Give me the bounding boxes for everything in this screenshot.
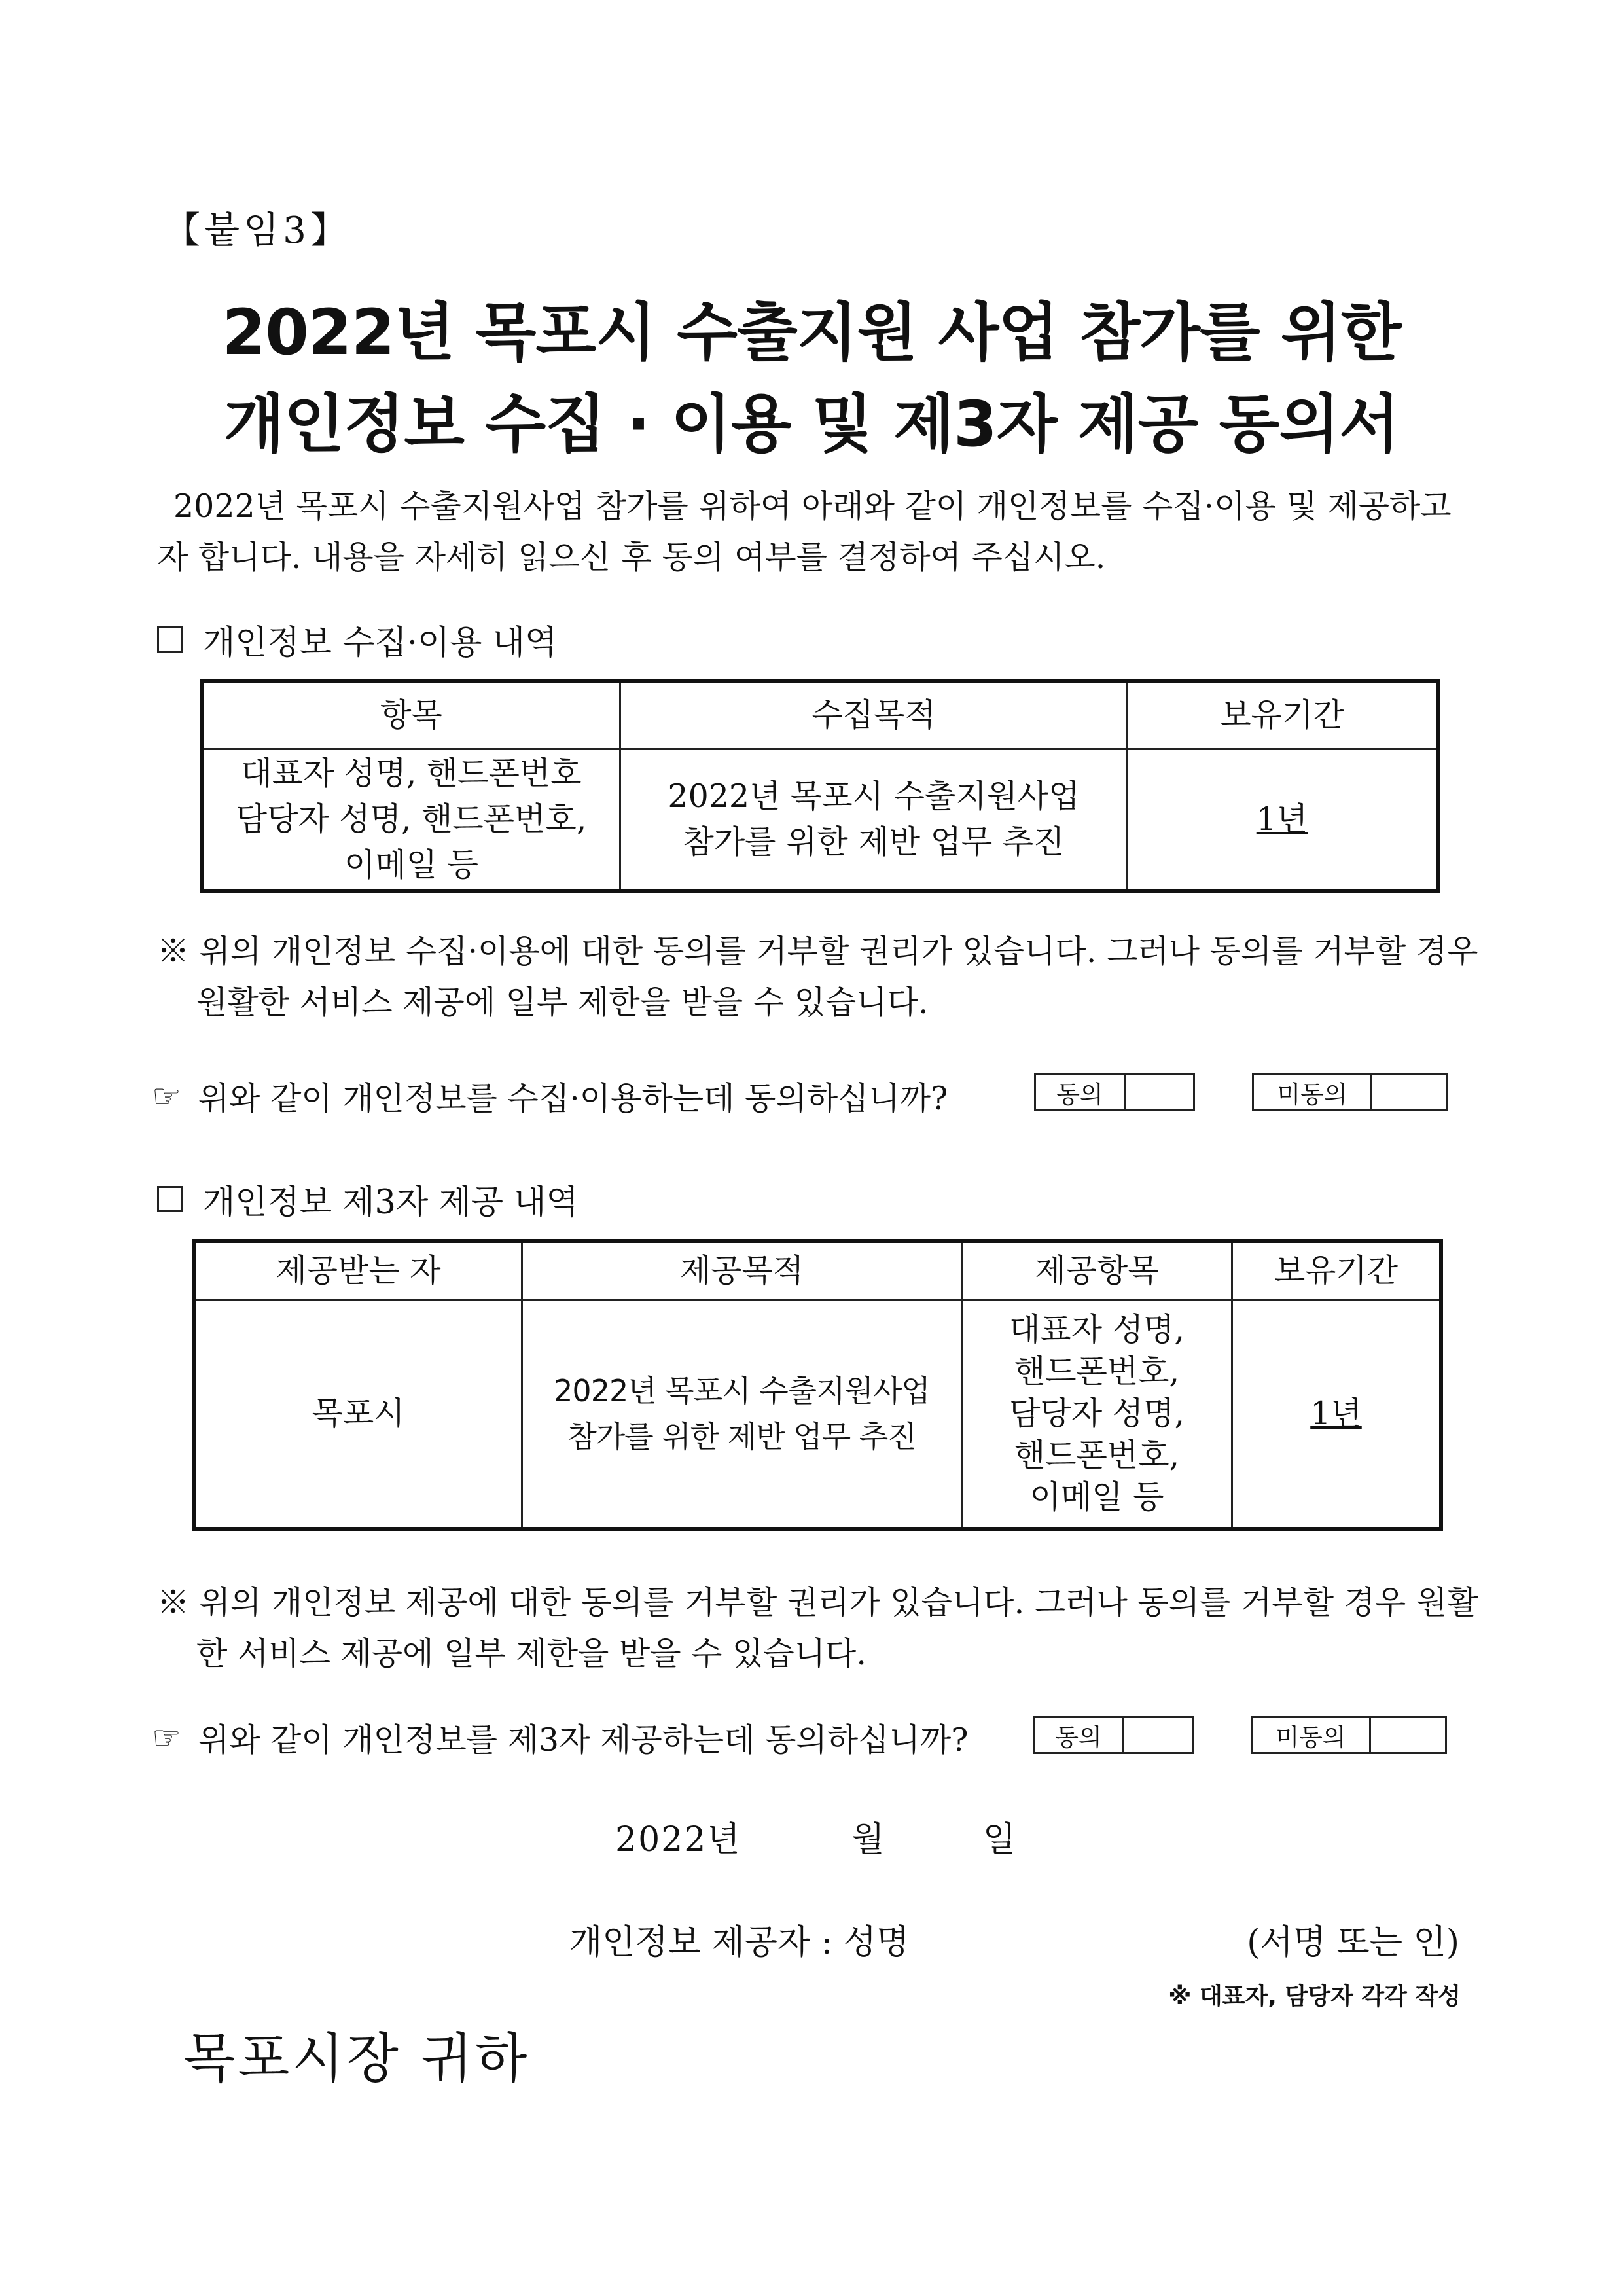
provider-line (569, 1914, 1459, 1964)
question-text: 위와 같이 개인정보를 제3자 제공하는데 동의하십니까? (198, 1721, 969, 1759)
collected-items-cell (202, 749, 620, 891)
date-year: 2022년 (615, 1820, 741, 1859)
item-line: 이메일 등 (344, 846, 478, 884)
date-month: 월 (851, 1820, 886, 1859)
section2-disagree-checkbox[interactable] (1251, 1716, 1447, 1754)
purpose-line: 참가를 위한 제반 업무 추진 (567, 1419, 916, 1455)
section1-question (152, 1073, 948, 1119)
section-bullet-icon (157, 1186, 183, 1212)
section1-heading (157, 615, 557, 664)
item-line: 담당자 성명, (1009, 1395, 1185, 1433)
section1-note (157, 926, 1505, 1028)
purpose-line: 2022년 목포시 수출지원사업 (668, 777, 1080, 815)
note-mark: ※ (157, 933, 190, 970)
agree-input-cell[interactable] (1126, 1075, 1193, 1109)
item-line: 담당자 성명, 핸드폰번호, (236, 800, 587, 838)
col-header-period: 보유기간 (1232, 1241, 1442, 1300)
note-mark: ※ (157, 1584, 190, 1621)
item-line: 핸드폰번호, (1014, 1353, 1180, 1391)
note-text: 위의 개인정보 수집·이용에 대한 동의를 거부할 권리가 있습니다. 그러나 동의를 거부할 경우 원활한 서비스 제공에 일부 제한을 받을 수 있습니다. (196, 933, 1478, 1021)
disagree-input-cell[interactable] (1372, 1075, 1446, 1109)
col-header-period: 보유기간 (1128, 681, 1438, 749)
retention-period: 1년 (1310, 1395, 1362, 1433)
pointing-hand-icon: ☞ (152, 1077, 181, 1115)
collection-purpose-cell (620, 749, 1128, 891)
disagree-label: 미동의 (1254, 1075, 1372, 1109)
document-title-line1: 2022년 목포시 수출지원 사업 참가를 위한 (222, 296, 1401, 369)
footnote: ※ 대표자, 담당자 각각 작성 (1168, 1983, 1461, 2010)
addressee: 목포시장 귀하 (183, 2028, 530, 2090)
table-row (194, 1300, 1441, 1529)
agree-label: 동의 (1036, 1075, 1126, 1109)
provided-items-cell (962, 1300, 1232, 1529)
provider-label: 개인정보 제공자 : 성명 (569, 1923, 910, 1962)
provision-purpose-cell (522, 1300, 962, 1529)
section2-agree-checkbox[interactable] (1033, 1716, 1194, 1754)
signature-field[interactable]: (서명 또는 인) (1247, 1923, 1459, 1962)
disagree-input-cell[interactable] (1371, 1718, 1445, 1752)
item-line: 대표자 성명, (1009, 1311, 1185, 1349)
attachment-label: 【붙임3】 (164, 209, 351, 252)
item-line: 핸드폰번호, (1014, 1437, 1180, 1475)
third-party-table (192, 1239, 1443, 1531)
col-header-recipient: 제공받는 자 (194, 1241, 522, 1300)
section-bullet-icon (157, 626, 183, 653)
collection-table (200, 679, 1440, 893)
col-header-purpose: 제공목적 (522, 1241, 962, 1300)
disagree-label: 미동의 (1253, 1718, 1371, 1752)
col-header-items: 제공항목 (962, 1241, 1232, 1300)
date-day: 일 (982, 1820, 1018, 1859)
question-text: 위와 같이 개인정보를 수집·이용하는데 동의하십니까? (198, 1080, 948, 1117)
section1-heading-text: 개인정보 수집·이용 내역 (203, 624, 558, 662)
purpose-line: 2022년 목포시 수출지원사업 (554, 1373, 930, 1409)
col-header-purpose: 수집목적 (620, 681, 1128, 749)
section2-note (157, 1577, 1505, 1679)
agree-input-cell[interactable] (1124, 1718, 1192, 1752)
purpose-line: 참가를 위한 제반 업무 추진 (683, 823, 1065, 861)
item-line: 이메일 등 (1029, 1479, 1164, 1516)
note-text: 위의 개인정보 제공에 대한 동의를 거부할 권리가 있습니다. 그러나 동의를 거부할 경우 원활한 서비스 제공에 일부 제한을 받을 수 있습니다. (196, 1584, 1478, 1672)
recipient-cell: 목포시 (194, 1300, 522, 1529)
item-line: 대표자 성명, 핸드폰번호 (241, 754, 582, 792)
agree-label: 동의 (1035, 1718, 1124, 1752)
section2-heading (157, 1175, 579, 1223)
retention-period-cell (1128, 749, 1438, 891)
col-header-items: 항목 (202, 681, 620, 749)
pointing-hand-icon: ☞ (152, 1719, 181, 1757)
section1-agree-checkbox[interactable] (1034, 1073, 1195, 1111)
retention-period: 1년 (1256, 800, 1308, 838)
table-row (202, 749, 1438, 891)
intro-paragraph: 2022년 목포시 수출지원사업 참가를 위하여 아래와 같이 개인정보를 수집·이용 및 제공하고자 합니다. 내용을 자세히 읽으신 후 동의 여부를 결정하여 주십시오. (157, 488, 1452, 576)
section2-heading-text: 개인정보 제3자 제공 내역 (203, 1183, 579, 1222)
section1-disagree-checkbox[interactable] (1252, 1073, 1448, 1111)
retention-period-cell (1232, 1300, 1442, 1529)
date-line (615, 1812, 1017, 1861)
document-title-line2: 개인정보 수집 · 이용 및 제3자 제공 동의서 (224, 387, 1399, 461)
section2-question (152, 1715, 969, 1761)
